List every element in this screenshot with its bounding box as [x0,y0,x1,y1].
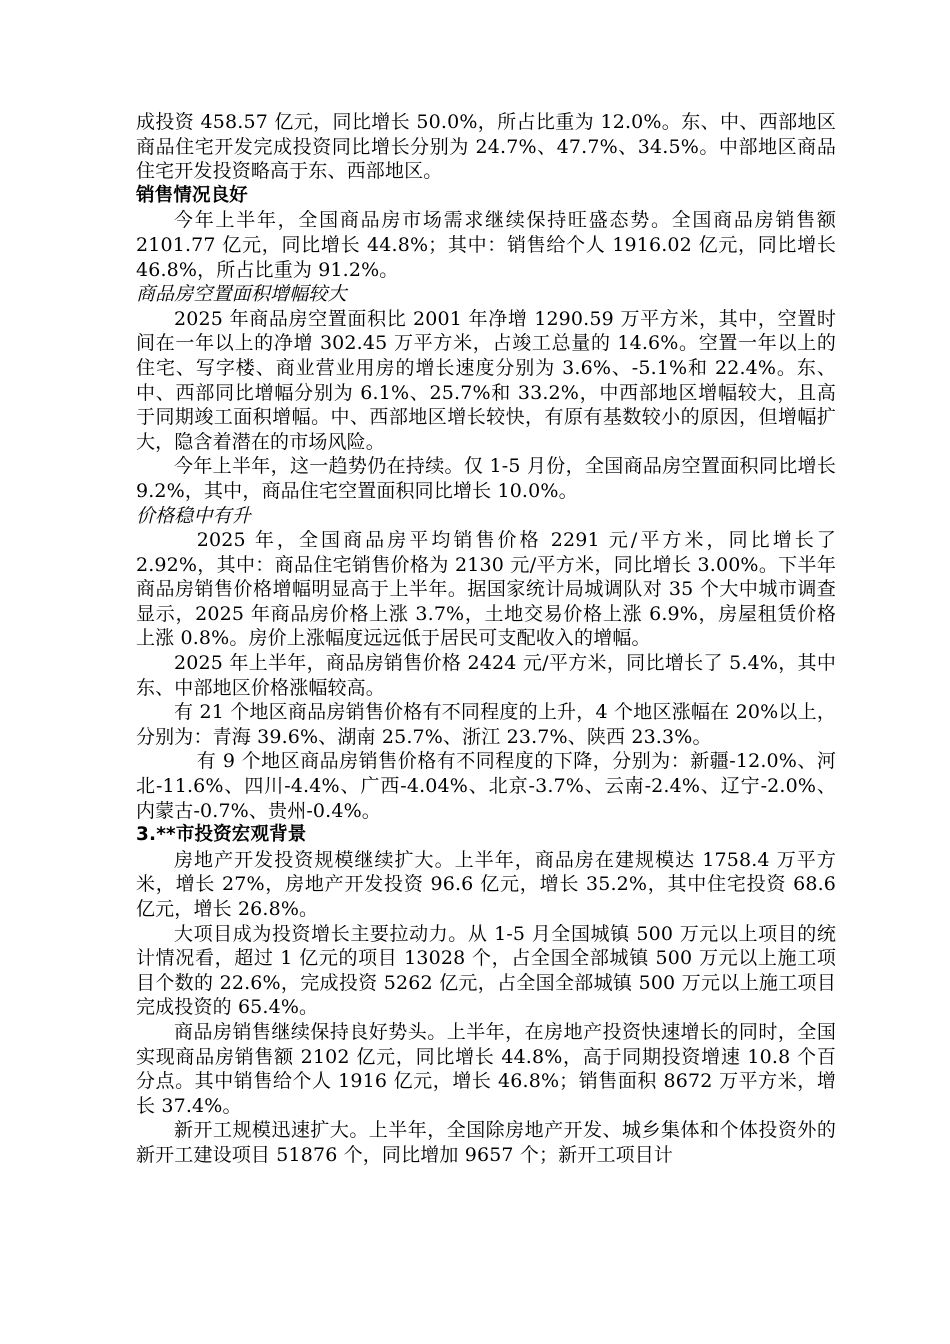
paragraph: 成投资 458.57 亿元，同比增长 50.0%，所占比重为 12.0%。东、中、西部地区商品住宅开发完成投资同比增长分别为 24.7%、47.7%、34.5%。中部地区商品住宅开发投资略高于东、西部地区。 [136,111,836,183]
paragraph: 房地产开发投资规模继续扩大。上半年，商品房在建规模达 1758.4 万平方米，增长 27%，房地产开发投资 96.6 亿元，增长 35.2%，其中住宅投资 68.6 亿元，增长 26.8%。 [136,848,836,920]
paragraph: 2025 年商品房空置面积比 2001 年净增 1290.59 万平方米，其中，空置时间在一年以上的净增 302.45 万平方米，占竣工总量的 14.6%。空置一年以上的住宅、写字楼、商业营业用房的增长速度分别为 3.6%、-5.1%和 22.4%。东、中、西部同比增幅分别为 6.1%、25.7%和 33.2%，中西部地区增幅较大，且高于同期竣工面积增幅。中、西部地区增长较快，有原有基数较小的原因，但增幅扩大，隐含着潜在的市场风险。 [136,307,836,453]
paragraph: 大项目成为投资增长主要拉动力。从 1-5 月全国城镇 500 万元以上项目的统计情况看，超过 1 亿元的项目 13028 个，占全国全部城镇 500 万元以上施工项目个数的 22.6%，完成投资 5262 亿元，占全国全部城镇 500 万元以上施工项目完成投资的 65.4%。 [136,922,836,1019]
paragraph: 今年上半年，这一趋势仍在持续。仅 1-5 月份，全国商品房空置面积同比增长 9.2%，其中，商品住宅空置面积同比增长 10.0%。 [136,455,836,502]
paragraph: 新开工规模迅速扩大。上半年，全国除房地产开发、城乡集体和个体投资外的新开工建设项目 51876 个，同比增加 9657 个；新开工项目计 [136,1119,836,1166]
paragraph: 商品房销售继续保持良好势头。上半年，在房地产投资快速增长的同时，全国实现商品房销售额 2102 亿元，同比增长 44.8%，高于同期投资增速 10.8 个百分点。其中销售给个人 1916 亿元，增长 46.8%；销售面积 8672 万平方米，增长 37.4%。 [136,1020,836,1117]
section-heading-sales: 销售情况良好 [136,184,248,206]
document-page [136,110,836,1168]
paragraph: 有 9 个地区商品房销售价格有不同程度的下降，分别为：新疆-12.0%、河北-11.6%、四川-4.4%、广西-4.04%、北京-3.7%、云南-2.4%、辽宁-2.0%、内蒙古-0.7%、贵州-0.4%。 [136,750,836,822]
paragraph: 2025 年上半年，商品房销售价格 2424 元/平方米，同比增长了 5.4%，其中东、中部地区价格涨幅较高。 [136,652,836,699]
subheading-vacancy: 商品房空置面积增幅较大 [136,283,347,306]
section-heading-macro-background: 3.**市投资宏观背景 [136,824,307,846]
paragraph: 有 21 个地区商品房销售价格有不同程度的上升，4 个地区涨幅在 20%以上，分别为：青海 39.6%、湖南 25.7%、浙江 23.7%、陕西 23.3%。 [136,701,836,748]
subheading-price: 价格稳中有升 [136,504,251,527]
paragraph: 今年上半年，全国商品房市场需求继续保持旺盛态势。全国商品房销售额 2101.77 亿元，同比增长 44.8%；其中：销售给个人 1916.02 亿元，同比增长 46.8%，所占比重为 91.2%。 [136,209,836,281]
paragraph: 2025 年，全国商品房平均销售价格 2291 元/平方米，同比增长了 2.92%，其中：商品住宅销售价格为 2130 元/平方米，同比增长 3.00%。下半年商品房销售价格增幅明显高于上半年。据国家统计局城调队对 35 个大中城市调查显示，2025 年商品房价格上涨 3.7%，土地交易价格上涨 6.9%，房屋租赁价格上涨 0.8%。房价上涨幅度远远低于居民可支配收入的增幅。 [136,529,836,650]
